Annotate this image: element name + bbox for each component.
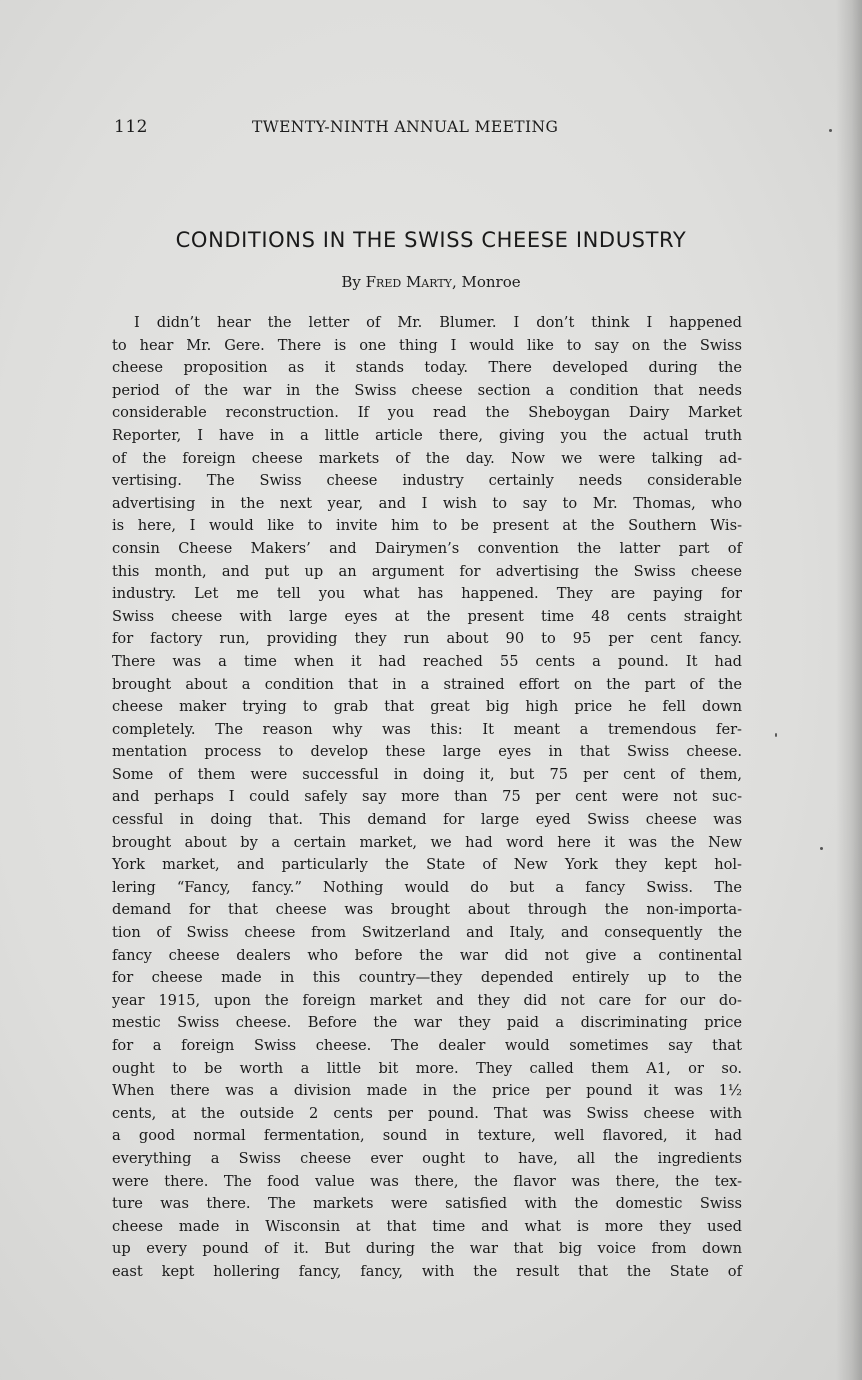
body-line: for a foreign Swiss cheese. The dealer would sometimes say that [112,1037,742,1054]
body-line: year 1915, upon the foreign market and they did not care for our do- [112,991,742,1009]
body-line: brought about a condition that in a strained effort on the part of the [112,675,742,693]
body-line: everything a Swiss cheese ever ought to have, all the ingredients [112,1149,742,1167]
body-line: demand for that cheese was brought about through the non-importa- [112,901,742,919]
body-line: I didn’t hear the letter of Mr. Blumer. I don’t think I happened [134,314,742,331]
body-line: tion of Swiss cheese from Switzerland and Italy, and consequently the [112,924,742,942]
body-line: for cheese made in this country—they depended entirely up to the [112,969,742,987]
body-line: period of the war in the Swiss cheese section a condition that needs [112,381,742,399]
body-line: There was a time when it had reached 55 cents a pound. It had [112,652,742,670]
body-line: Some of them were successful in doing it, but 75 per cent of them, [112,765,742,783]
body-line: up every pound of it. But during the war that big voice from down [112,1240,742,1258]
body-line: cessful in doing that. This demand for large eyed Swiss cheese was [112,811,742,829]
print-speck [820,847,823,850]
body-line: ture was there. The markets were satisfied with the domestic Swiss [112,1195,742,1213]
body-line: cents, at the outside 2 cents per pound. That was Swiss cheese with [112,1104,742,1122]
body-line: cheese made in Wisconsin at that time and what is more they used [112,1217,742,1235]
body-line: vertising. The Swiss cheese industry certainly needs considerable [112,472,742,490]
body-line: of the foreign cheese markets of the day. Now we were talking ad- [112,449,742,467]
article-title: CONDITIONS IN THE SWISS CHEESE INDUSTRY [175,228,687,252]
body-line: brought about by a certain market, we had word here it was the New [112,833,742,851]
byline [0,273,862,291]
body-line: Reporter, I have in a little article there, giving you the actual truth [112,426,742,444]
body-text [112,312,742,1284]
print-speck [829,129,832,132]
print-speck [775,733,777,737]
page-number: 112 [114,117,148,137]
body-line: for factory run, providing they run about 90 to 95 per cent fancy. [112,630,742,648]
body-line: When there was a division made in the price per pound it was 1½ [112,1082,742,1100]
body-line: considerable reconstruction. If you read the Sheboygan Dairy Market [112,404,742,422]
body-line: advertising in the next year, and I wish to say to Mr. Thomas, who [112,494,742,512]
byline-prefix: By [341,273,366,291]
body-line: lering “Fancy, fancy.” Nothing would do but a fancy Swiss. The [112,878,742,896]
page-edge-shadow [836,0,862,1380]
body-line: were there. The food value was there, the flavor was there, the tex- [112,1172,742,1190]
body-line: cheese proposition as it stands today. There developed during the [112,359,742,377]
body-line: fancy cheese dealers who before the war did not give a continental [112,946,742,964]
body-line: ought to be worth a little bit more. They called them A1, or so. [112,1059,742,1077]
body-line: Swiss cheese with large eyes at the present time 48 cents straight [112,607,742,625]
author-name: Fred Marty [365,273,452,291]
body-line: to hear Mr. Gere. There is one thing I would like to say on the Swiss [112,336,742,354]
body-line: east kept hollering fancy, fancy, with the result that the State of [112,1262,742,1280]
body-line: consin Cheese Makers’ and Dairymen’s convention the latter part of [112,539,742,557]
body-line: industry. Let me tell you what has happened. They are paying for [112,585,742,603]
body-line: this month, and put up an argument for advertising the Swiss cheese [112,562,742,580]
body-line: cheese maker trying to grab that great big high price he fell down [112,698,742,716]
body-line: York market, and particularly the State of New York they kept hol- [112,856,742,874]
running-head [114,117,634,141]
body-line: mestic Swiss cheese. Before the war they paid a discriminating price [112,1014,742,1032]
running-title: TWENTY-NINTH ANNUAL MEETING [252,118,559,136]
body-line: and perhaps I could safely say more than 75 per cent were not suc- [112,788,742,806]
body-line: completely. The reason why was this: It meant a tremendous fer- [112,720,742,738]
body-line: is here, I would like to invite him to be present at the Southern Wis- [112,517,742,535]
body-line: mentation process to develop these large eyes in that Swiss cheese. [112,743,742,761]
byline-suffix: , Monroe [451,273,521,291]
body-line: a good normal fermentation, sound in texture, well flavored, it had [112,1127,742,1145]
